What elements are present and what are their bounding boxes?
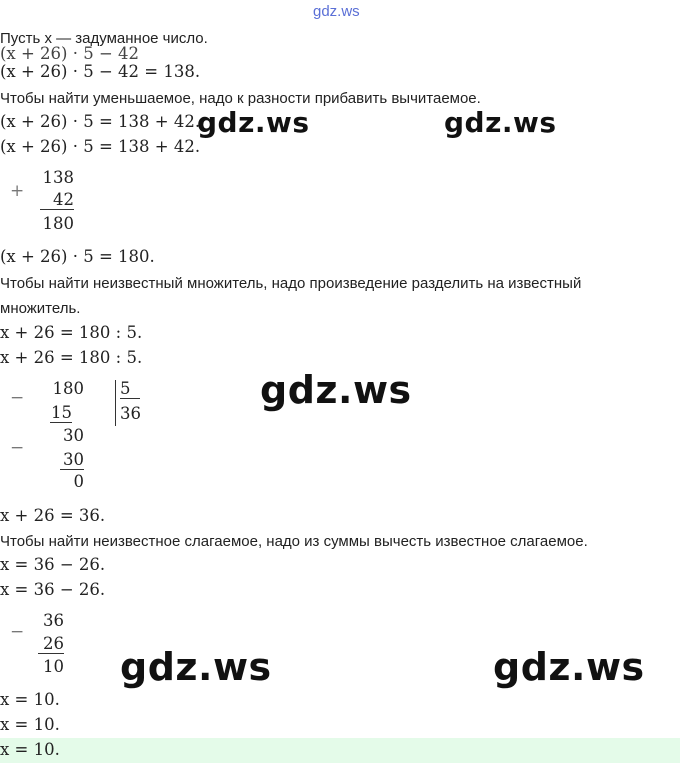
minuend: 36 [43, 611, 64, 630]
dividend: 180 [52, 379, 84, 398]
answer-2: x = 10. [0, 715, 60, 734]
addend-2: 42 [40, 190, 74, 210]
division-minus-2: − [10, 438, 25, 458]
sum: 180 [42, 214, 74, 233]
equation-5: x + 26 = 36. [0, 506, 106, 525]
division-minus-1: − [10, 388, 25, 408]
addend-1: 138 [42, 168, 74, 187]
partial-equation: (x + 26) · 5 − 42 [0, 44, 140, 63]
watermark-4: gdz.ws [120, 645, 272, 689]
subtraction-sign: − [10, 622, 25, 642]
subtrahend: 26 [38, 634, 64, 654]
equation-6: x = 36 − 26. [0, 555, 106, 574]
remainder-1: 30 [63, 426, 84, 445]
division-bar [115, 380, 116, 426]
difference: 10 [43, 657, 64, 676]
watermark-3: gdz.ws [260, 368, 412, 412]
watermark-5: gdz.ws [493, 645, 645, 689]
watermark-1: gdz.ws [197, 106, 310, 139]
equation-2-repeat: (x + 26) · 5 = 138 + 42. [0, 137, 201, 156]
equation-4-repeat: x + 26 = 180 : 5. [0, 348, 143, 367]
equation-6-repeat: x = 36 − 26. [0, 580, 106, 599]
answer-1: x = 10. [0, 690, 60, 709]
watermark-2: gdz.ws [444, 106, 557, 139]
addition-sign: + [10, 181, 25, 201]
answer-3: x = 10. [0, 740, 60, 759]
rule-addend: Чтобы найти неизвестное слагаемое, надо из суммы вычесть известное слагаемое. [0, 533, 588, 550]
remainder-2: 0 [73, 472, 84, 491]
answer-highlight [0, 738, 680, 763]
equation-4: x + 26 = 180 : 5. [0, 323, 143, 342]
quotient: 36 [120, 404, 141, 423]
rule-minuend: Чтобы найти уменьшаемое, надо к разности прибавить вычитаемое. [0, 90, 481, 107]
site-title: gdz.ws [313, 3, 360, 20]
equation-2: (x + 26) · 5 = 138 + 42. [0, 112, 201, 131]
subtrahend-1: 15 [51, 403, 72, 422]
divisor: 5 [120, 379, 140, 399]
rule-factor-2: множитель. [0, 300, 81, 317]
rule-factor-1: Чтобы найти неизвестный множитель, надо произведение разделить на известный [0, 275, 582, 292]
equation-3: (x + 26) · 5 = 180. [0, 247, 155, 266]
equation-1: (x + 26) · 5 − 42 = 138. [0, 62, 201, 81]
intro-line: Пусть x — задуманное число. [0, 30, 208, 47]
subtrahend-2: 30 [60, 450, 84, 470]
